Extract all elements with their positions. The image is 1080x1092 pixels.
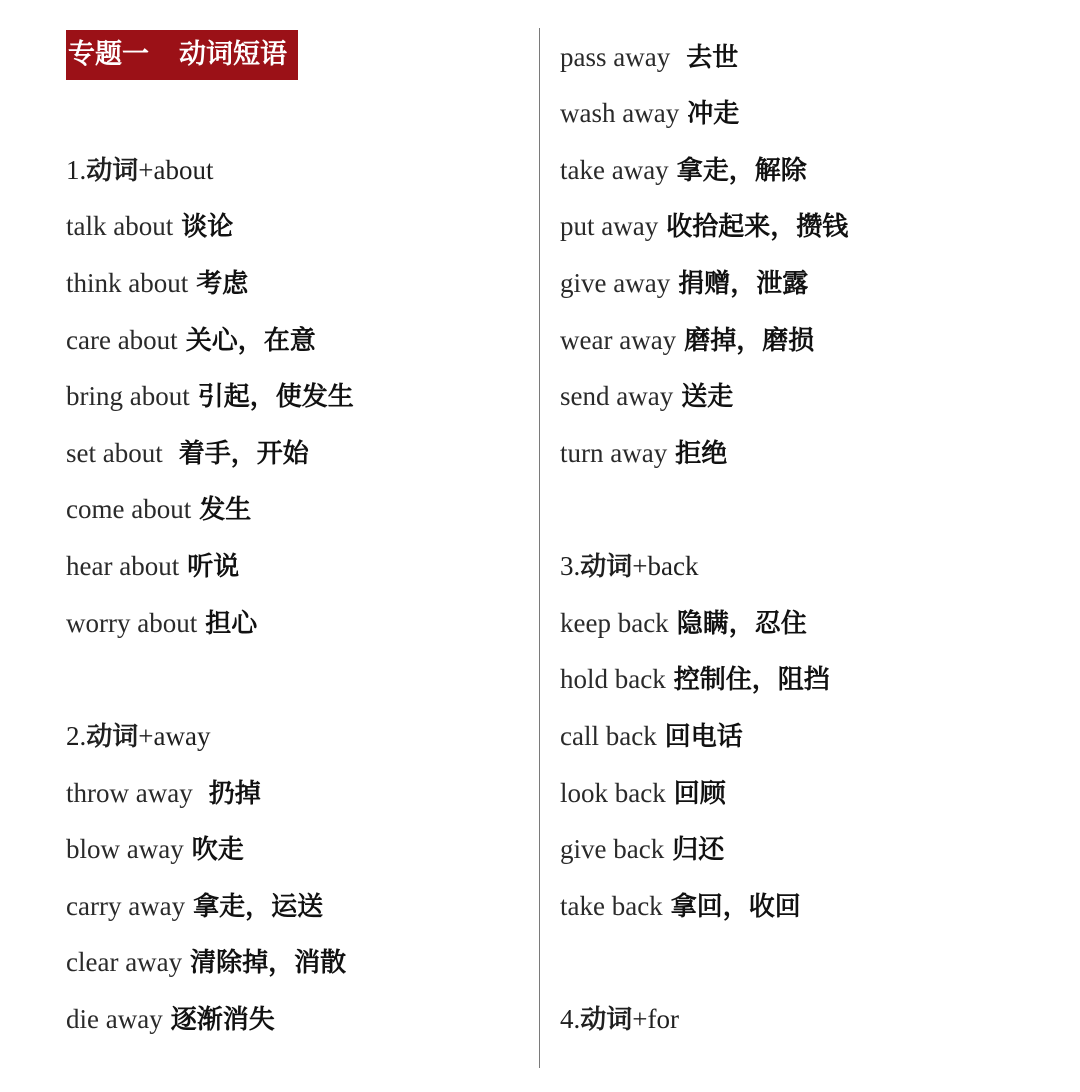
phrase-item: die away 逐渐消失	[66, 1004, 275, 1035]
phrase-item: give back 归还	[560, 834, 725, 865]
phrase-item: come about 发生	[66, 494, 252, 525]
phrase-item: hold back 控制住，阻挡	[560, 664, 830, 695]
topic-number: 专题一	[68, 39, 149, 70]
section-heading-about: 1.动词+about	[66, 155, 214, 186]
topic-name: 动词短语	[179, 39, 287, 70]
phrase-item: worry about 担心	[66, 608, 258, 639]
phrase-item: think about 考虑	[66, 268, 249, 299]
phrase-item: keep back 隐瞒，忍住	[560, 608, 807, 639]
section-heading-away: 2.动词+away	[66, 721, 211, 752]
phrase-item: carry away 拿走，运送	[66, 891, 324, 922]
phrase-item: wear away 磨掉，磨损	[560, 325, 815, 356]
phrase-item: blow away 吹走	[66, 834, 244, 865]
phrase-item: bring about 引起，使发生	[66, 381, 354, 412]
topic-title-badge	[66, 30, 298, 80]
section-heading-back: 3.动词+back	[560, 551, 699, 582]
phrase-item: set about 着手，开始	[66, 438, 309, 469]
section-heading-for: 4.动词+for	[560, 1004, 679, 1035]
phrase-item: turn away 拒绝	[560, 438, 728, 469]
column-divider	[539, 28, 540, 1068]
phrase-item: take back 拿回，收回	[560, 891, 801, 922]
phrase-item: give away 捐赠，泄露	[560, 268, 809, 299]
phrase-item: talk about 谈论	[66, 211, 234, 242]
phrase-item: clear away 清除掉，消散	[66, 947, 347, 978]
phrase-item: pass away 去世	[560, 42, 739, 73]
phrase-item: wash away 冲走	[560, 98, 740, 129]
phrase-item: take away 拿走，解除	[560, 155, 807, 186]
phrase-item: care about 关心，在意	[66, 325, 316, 356]
phrase-item: send away 送走	[560, 381, 734, 412]
phrase-item: hear about 听说	[66, 551, 240, 582]
phrase-item: call back 回电话	[560, 721, 743, 752]
phrase-item: look back 回顾	[560, 778, 726, 809]
phrase-item: put away 收拾起来，攒钱	[560, 211, 849, 242]
phrase-item: throw away 扔掉	[66, 778, 261, 809]
